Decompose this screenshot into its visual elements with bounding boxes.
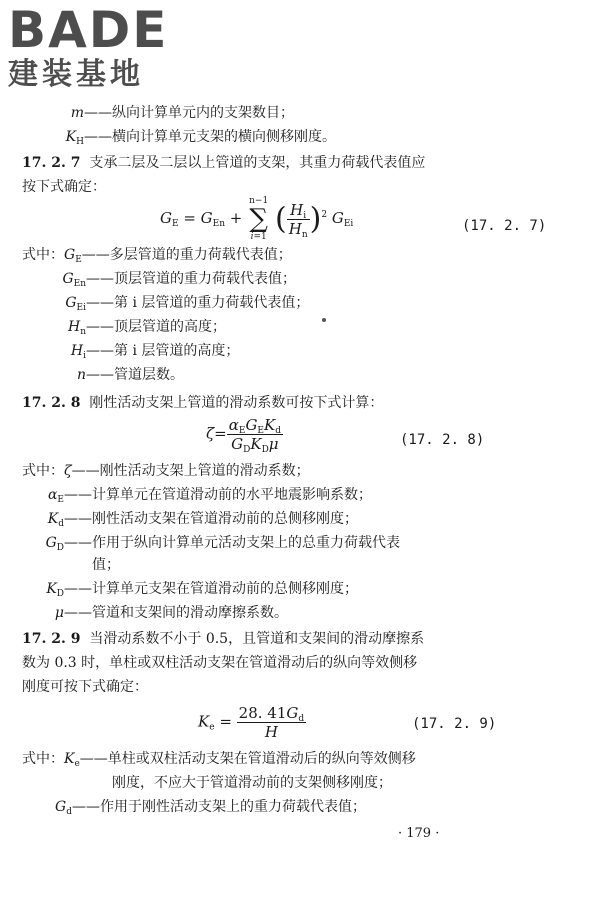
def-kh: $K_H——$横向计算单元支架的横向侧移刚度。 xyxy=(65,129,336,147)
def-hi: $H_i——$第 i 层管道的高度； xyxy=(70,343,240,361)
def-gei: $G_{Ei}——$第 i 层管道的重力荷载代表值； xyxy=(65,295,310,313)
def-gd-total: $G_D——$作用于纵向计算单元活动支架上的总重力荷载代表 xyxy=(45,535,400,553)
bade-logo xyxy=(8,1,169,92)
def-gen: $G_{En}——$顶层管道的重力荷载代表值； xyxy=(62,271,296,289)
eq-number-17-2-9: (17. 2. 9) xyxy=(412,716,497,732)
def-ke: 式中：$K_e——$单柱或双柱活动支架在管道滑动后的纵向等效侧移 xyxy=(22,751,416,769)
clause-17-2-7: 17. 2. 7 支承二层及二层以上管道的支架，其重力荷载代表值应 xyxy=(22,155,426,171)
def-gd-total-cont: 值； xyxy=(92,557,120,573)
def-kd: $K_d——$刚性活动支架在管道滑动前的总侧移刚度； xyxy=(47,511,358,529)
clause-17-2-7-cont: 按下式确定： xyxy=(22,179,106,195)
clause-17-2-8: 17. 2. 8 刚性活动支架上管道的滑动系数可按下式计算： xyxy=(22,395,384,411)
logo-word: BADE xyxy=(8,1,169,59)
logo-subtitle: 建装基地 xyxy=(8,57,144,92)
def-alpha-e: $\alpha_E——$计算单元在管道滑动前的水平地震影响系数； xyxy=(47,487,372,505)
def-m: m——纵向计算单元内的支架数目； xyxy=(70,105,294,121)
def-hn: $H_n——$顶层管道的高度； xyxy=(67,319,226,337)
clause-17-2-9: 17. 2. 9 当滑动系数不小于 0.5，且管道和支架间的滑动摩擦系 xyxy=(22,631,425,647)
def-kd-total: $K_D——$计算单元支架在管道滑动前的总侧移刚度； xyxy=(46,581,358,599)
formula-17-2-7: $G_E = G_{En} + n-1$ ∑ i=1 ( $\frac{H_i}{H_n}$ )$^2$ $G_{Ei}$ xyxy=(160,196,354,242)
scan-speck xyxy=(322,318,326,322)
page-number: · 179 · xyxy=(398,826,440,841)
eq-number-17-2-7: (17. 2. 7) xyxy=(462,218,547,234)
def-mu: μ——管道和支架间的滑动摩擦系数。 xyxy=(54,605,288,621)
formula-17-2-8: ζ= $\frac{\alpha_EG_EK_d}{G_DK_D\mu}$ xyxy=(206,416,281,455)
def-gd: $G_d——$作用于刚性活动支架上的重力荷载代表值； xyxy=(55,799,366,817)
def-zeta: 式中：ζ——刚性活动支架上管道的滑动系数； xyxy=(22,463,310,479)
def-n: n——管道层数。 xyxy=(76,367,184,383)
clause-17-2-9-cont2: 刚度可按下式确定： xyxy=(22,679,148,695)
def-ge: 式中：$G_E——$多层管道的重力荷载代表值； xyxy=(22,247,292,265)
def-ke-cont: 刚度，不应大于管道滑动前的支架侧移刚度； xyxy=(112,775,392,791)
clause-17-2-9-cont1: 数为 0.3 时，单柱或双柱活动支架在管道滑动后的纵向等效侧移 xyxy=(22,655,418,671)
formula-17-2-9: $K_e$ = $\frac{28. 41G_d}{H}$ xyxy=(198,704,305,741)
eq-number-17-2-8: (17. 2. 8) xyxy=(400,432,485,448)
